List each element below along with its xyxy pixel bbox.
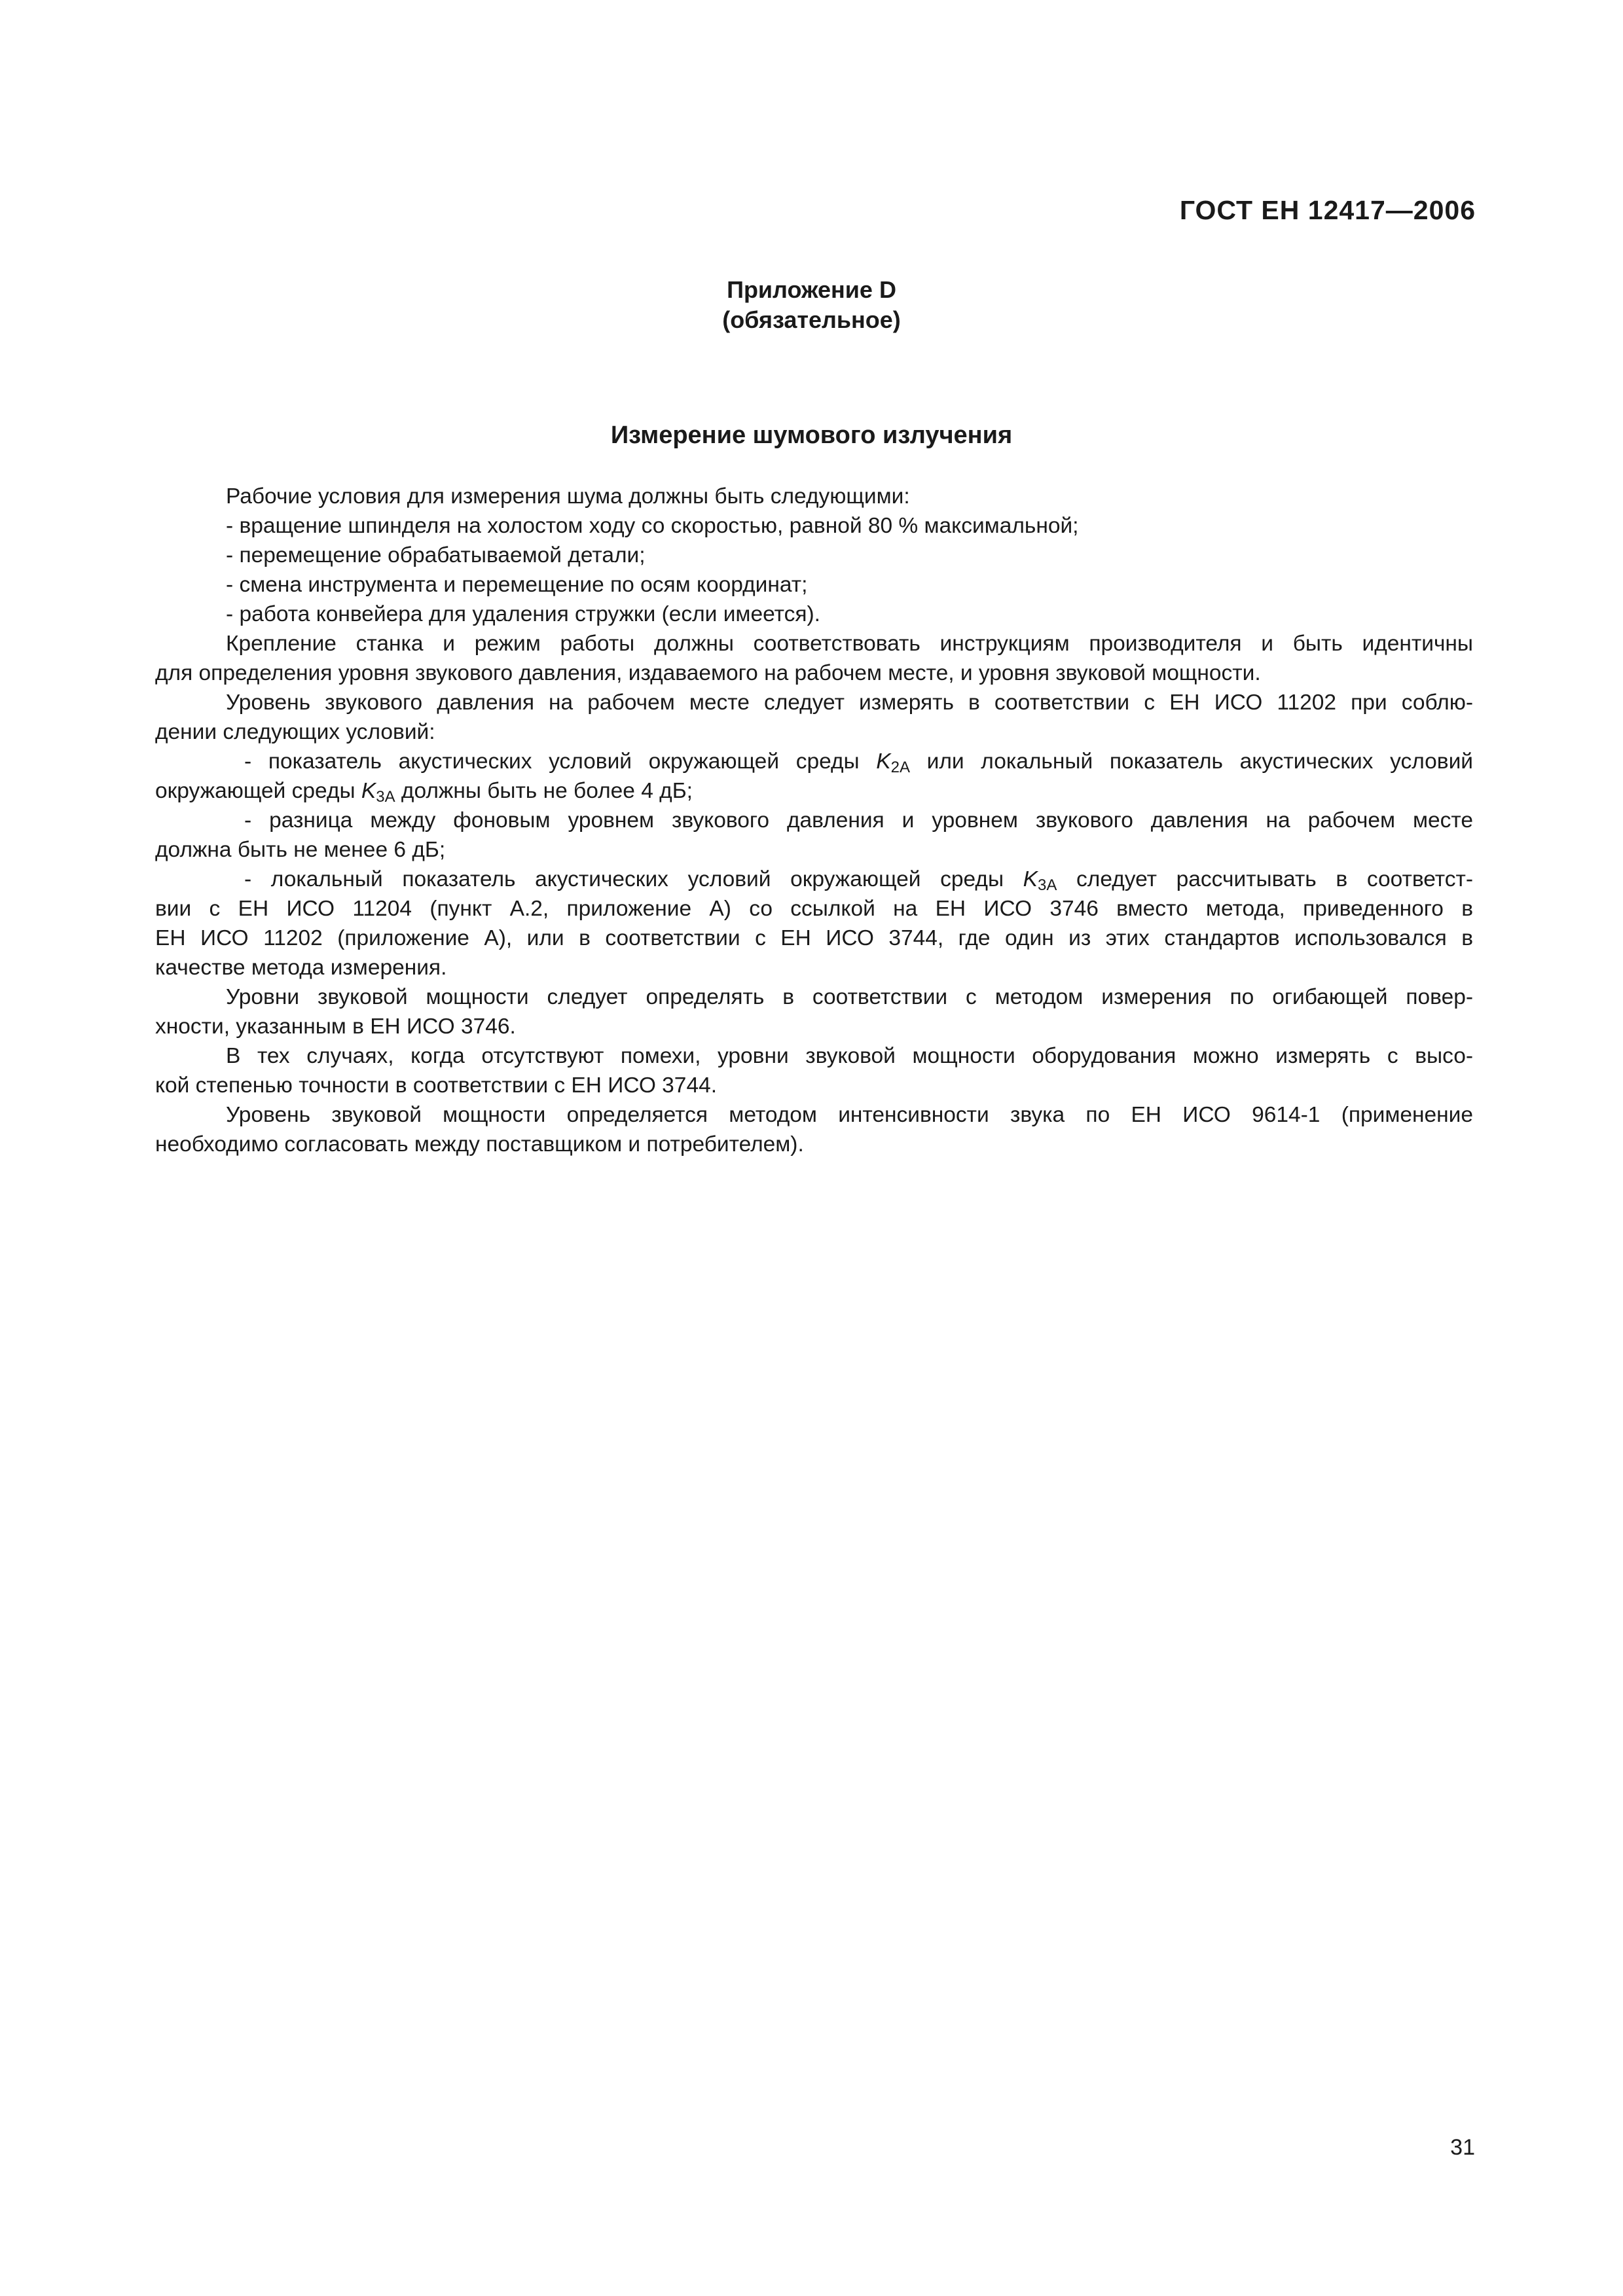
paragraph-line: необходимо согласовать между поставщиком и потребителем).	[155, 1132, 804, 1157]
condition-line: качестве метода измерения.	[155, 956, 447, 980]
paragraph-line: Уровни звуковой мощности следует определять в соответствии с методом измерения по огибающей повер-	[226, 985, 1473, 1009]
text-fragment: или локальный показатель акустических условий	[909, 749, 1473, 774]
paragraph-line: дении следующих условий:	[155, 720, 435, 744]
list-item: - вращение шпинделя на холостом ходу со скоростью, равной 80 % максимальной;	[226, 514, 1079, 538]
symbol-subscript: 2A	[890, 759, 910, 776]
symbol-subscript: 3A	[1038, 876, 1057, 894]
paragraph-line: Крепление станка и режим работы должны соответствовать инструкциям производителя и быть идентичны	[226, 632, 1473, 656]
paragraph-line: В тех случаях, когда отсутствуют помехи, уровни звуковой мощности оборудования можно измерять с высо-	[226, 1044, 1473, 1068]
section-title: Измерение шумового излучения	[610, 422, 1013, 449]
list-item: - работа конвейера для удаления стружки (если имеется).	[226, 602, 820, 626]
page-number: 31	[1450, 2135, 1475, 2160]
condition-line: должна быть не менее 6 дБ;	[155, 838, 446, 862]
symbol-subscript: 3A	[376, 788, 395, 806]
document-code: ГОСТ ЕН 12417—2006	[1179, 195, 1476, 225]
paragraph-line: для определения уровня звукового давления, издаваемого на рабочем месте, и уровня звуковой мощности.	[155, 661, 1261, 685]
condition-line: ЕН ИСО 11202 (приложение А), или в соответствии с ЕН ИСО 3744, где один из этих стандартов использовался в	[155, 926, 1473, 950]
paragraph-line: Уровень звуковой мощности определяется методом интенсивности звука по ЕН ИСО 9614-1 (применение	[226, 1103, 1473, 1127]
symbol-k: K	[361, 779, 376, 803]
condition-line: вии с ЕН ИСО 11204 (пункт А.2, приложение А) со ссылкой на ЕН ИСО 3746 вместо метода, приведенного в	[155, 897, 1473, 921]
paragraph-line: хности, указанным в ЕН ИСО 3746.	[155, 1014, 516, 1039]
text-fragment: следует рассчитывать в соответст-	[1057, 867, 1473, 891]
condition-line: - разница между фоновым уровнем звукового давления и уровнем звукового давления на рабочем месте	[244, 808, 1473, 833]
paragraph-line: Рабочие условия для измерения шума должны быть следующими:	[226, 484, 910, 509]
list-item: - перемещение обрабатываемой детали;	[226, 543, 646, 567]
symbol-k: K	[1023, 867, 1038, 891]
condition-line	[155, 747, 1473, 776]
paragraph-line: Уровень звукового давления на рабочем месте следует измерять в соответствии с ЕН ИСО 11202 при соблю-	[226, 691, 1473, 715]
body-text	[155, 482, 1473, 1159]
appendix-status: (обязательное)	[722, 306, 901, 333]
list-item: - смена инструмента и перемещение по осям координат;	[226, 573, 808, 597]
appendix-heading	[0, 275, 1623, 335]
text-fragment: должны быть не более 4 дБ;	[395, 779, 693, 803]
text-fragment: - показатель акустических условий окружающей среды	[244, 749, 877, 774]
paragraph-line: кой степенью точности в соответствии с ЕН ИСО 3744.	[155, 1073, 718, 1098]
text-fragment: - локальный показатель акустических условий окружающей среды	[244, 867, 1023, 891]
text-fragment: окружающей среды	[155, 779, 361, 803]
condition-line	[155, 865, 1473, 894]
appendix-label: Приложение D	[727, 276, 896, 303]
condition-line	[155, 776, 1473, 806]
symbol-k: K	[876, 749, 891, 774]
